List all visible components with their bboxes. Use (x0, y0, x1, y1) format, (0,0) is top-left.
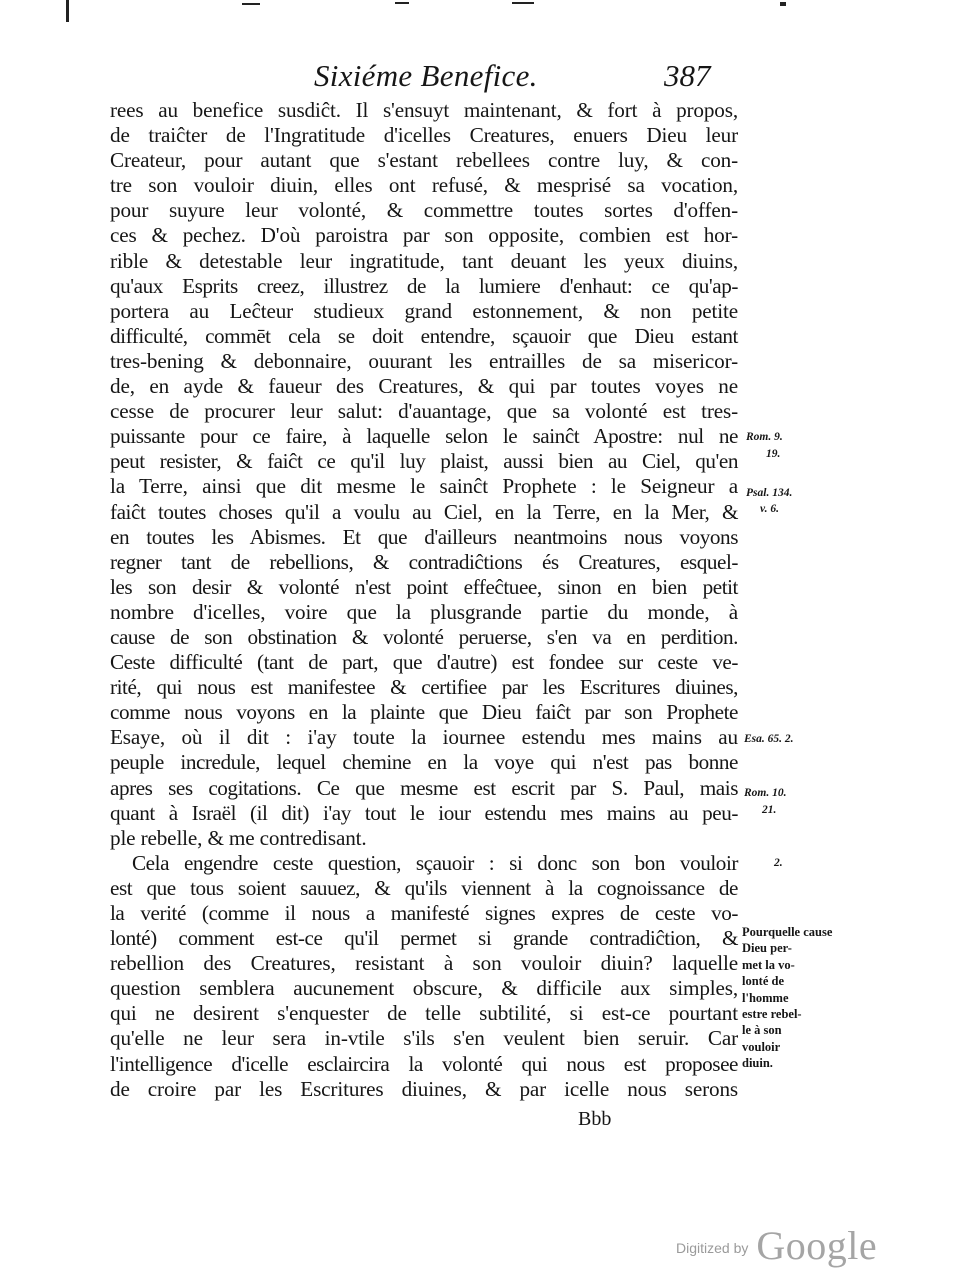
gloss-line: diuin. (742, 1056, 773, 1071)
text-line: cause de son obstination & volonté peruerse, s'en va en perdition. (110, 624, 738, 649)
text-line: la verité (comme il nous a manifesté signes expres de ceste vo- (110, 901, 738, 925)
running-title: Sixiéme Benefice. (314, 58, 538, 93)
text-line: lonté) comment est-ce qu'il permet si grande contradiĉtion, & (110, 926, 738, 951)
gloss-line: lonté de (742, 974, 785, 989)
text-line: cesse de procurer leur salut: d'auantage, que sa volonté est tres- (110, 399, 738, 424)
text-line: apres ses cogitations. Ce que mesme est escrit par S. Paul, mais (110, 775, 738, 800)
text-line: qu'aux Esprits creez, illustrez de la lumiere d'enhaut: ce qu'ap- (110, 273, 738, 298)
gloss-line: met la vo- (742, 957, 795, 972)
text-line: tre son vouloir diuin, elles ont refusé, & mesprisé sa vocation, (110, 173, 738, 198)
text-line: Ceste difficulté (tant de part, que d'autre) est fondee sur ceste ve- (110, 650, 738, 675)
scan-mark (66, 0, 69, 22)
margin-note-rom-9: Rom. 9. (746, 431, 783, 443)
text-line: de croire par les Escritures diuines, & par icelle nous serons (110, 1076, 738, 1101)
section-number: 2. (774, 857, 783, 869)
body-text (110, 98, 738, 1102)
text-line: ple rebelle, & me contredisant. (110, 825, 367, 850)
google-logo: Google (756, 1223, 878, 1268)
page-number: 387 (664, 58, 711, 93)
text-line: portera au Leĉteur studieux grand estonnement, & non petite (110, 298, 738, 323)
text-line: puissante pour ce faire, à laquelle selon le sainĉt Apostre: nul ne (110, 424, 738, 449)
text-line: en toutes les Abismes. Et que d'ailleurs neantmoins nous voyons (110, 524, 738, 549)
text-line: ces & pechez. D'où paroistra par son opposite, combien est hor- (110, 223, 738, 248)
text-line: pour suyure leur volonté, & commettre toutes sortes d'offen- (110, 198, 738, 223)
digitized-watermark (676, 1222, 877, 1269)
text-line: qui ne desirent s'enquester de telle subtilité, si est-ce pourtant (110, 1001, 738, 1026)
text-line: peuple incredule, lequel chemine en la voye qui n'est pas bonne (110, 750, 738, 775)
text-line: Esaye, où il dit : i'ay toute la iournee estendu mes mains au (110, 725, 738, 750)
margin-note-psal-134-verse: v. 6. (760, 503, 780, 515)
text-line: comme nous voyons en la plainte que Dieu faiĉt par son Prophete (110, 700, 738, 725)
text-line: Cela engendre ceste question, sçauoir : si donc son bon vouloir (132, 850, 738, 875)
text-line: rible & detestable leur ingratitude, tant deuant les yeux diuins, (110, 248, 738, 273)
text-line: est que tous soient sauuez, & qu'ils viennent à la cognoissance de (110, 875, 738, 900)
gloss-line: vouloir (742, 1039, 781, 1054)
scan-mark (242, 3, 260, 5)
gloss-line: Pourquelle cause (742, 925, 833, 939)
scan-mark (780, 2, 786, 6)
text-line: les son desir & volonté n'est point effeĉtuee, sinon en bien petit (110, 574, 738, 599)
margin-note-psal-134: Psal. 134. (746, 487, 793, 499)
text-line: Createur, pour autant que s'estant rebellees contre luy, & con- (110, 148, 738, 173)
watermark-prefix: Digitized by (676, 1240, 749, 1256)
margin-note-rom-10: Rom. 10. (744, 787, 787, 799)
text-line: qu'elle ne leur sera in-vtile s'ils s'en veulent bien seruir. Car (110, 1026, 738, 1051)
gloss-line: l'homme (742, 990, 789, 1005)
text-line: tres-bening & debonnaire, ouurant les entrailles de sa misericor- (110, 348, 738, 373)
text-line: l'intelligence d'icelle esclaircira la volonté qui nous est proposee (110, 1051, 738, 1076)
text-line: nombre d'icelles, voire que la plusgrande partie du monde, à (110, 599, 738, 624)
scan-mark (395, 2, 409, 4)
gloss-line: Dieu per- (742, 941, 792, 956)
text-line: regner tant de rebellions, & contradiĉtions és Creatures, esquel- (110, 549, 738, 574)
text-line: difficulté, commēt cela se doit entendre, sçauoir que Dieu estant (110, 323, 738, 348)
side-gloss (742, 924, 833, 1072)
text-line: de traiĉter de l'Ingratitude d'icelles Creatures, enuers Dieu leur (110, 123, 738, 148)
text-line: la Terre, ainsi que dit mesme le sainĉt Prophete : le Seigneur a (110, 474, 738, 499)
text-line: faiĉt toutes choses qu'il a voulu au Ciel, en la Terre, en la Mer, & (110, 499, 738, 524)
text-line: rité, qui nous est manifestee & certifiee par les Escritures diuines, (110, 675, 738, 700)
text-line: de, en ayde & faueur des Creatures, & qui par toutes voyes ne (110, 374, 738, 399)
text-line: rees au benefice susdiĉt. Il s'ensuyt maintenant, & fort à propos, (110, 98, 738, 122)
text-line: question semblera aucunement obscure, & difficile aux simples, (110, 976, 738, 1001)
text-line: peut resister, & faiĉt ce qu'il luy plaist, aussi bien au Ciel, qu'en (110, 449, 738, 474)
text-line: quant à Israël (il dit) i'ay tout le iour estendu mes mains au peu- (110, 800, 738, 825)
gloss-line: estre rebel- (742, 1007, 802, 1022)
margin-note-esa-65: Esa. 65. 2. (744, 733, 794, 745)
margin-note-rom-10-verse: 21. (762, 804, 777, 816)
signature-mark: Bbb (578, 1108, 612, 1130)
text-line: rebellion des Creatures, resistant à son vouloir diuin? laquelle (110, 951, 738, 976)
gloss-line: le à son (742, 1023, 782, 1038)
scan-mark (512, 2, 534, 4)
margin-note-rom-9-verse: 19. (766, 448, 781, 460)
